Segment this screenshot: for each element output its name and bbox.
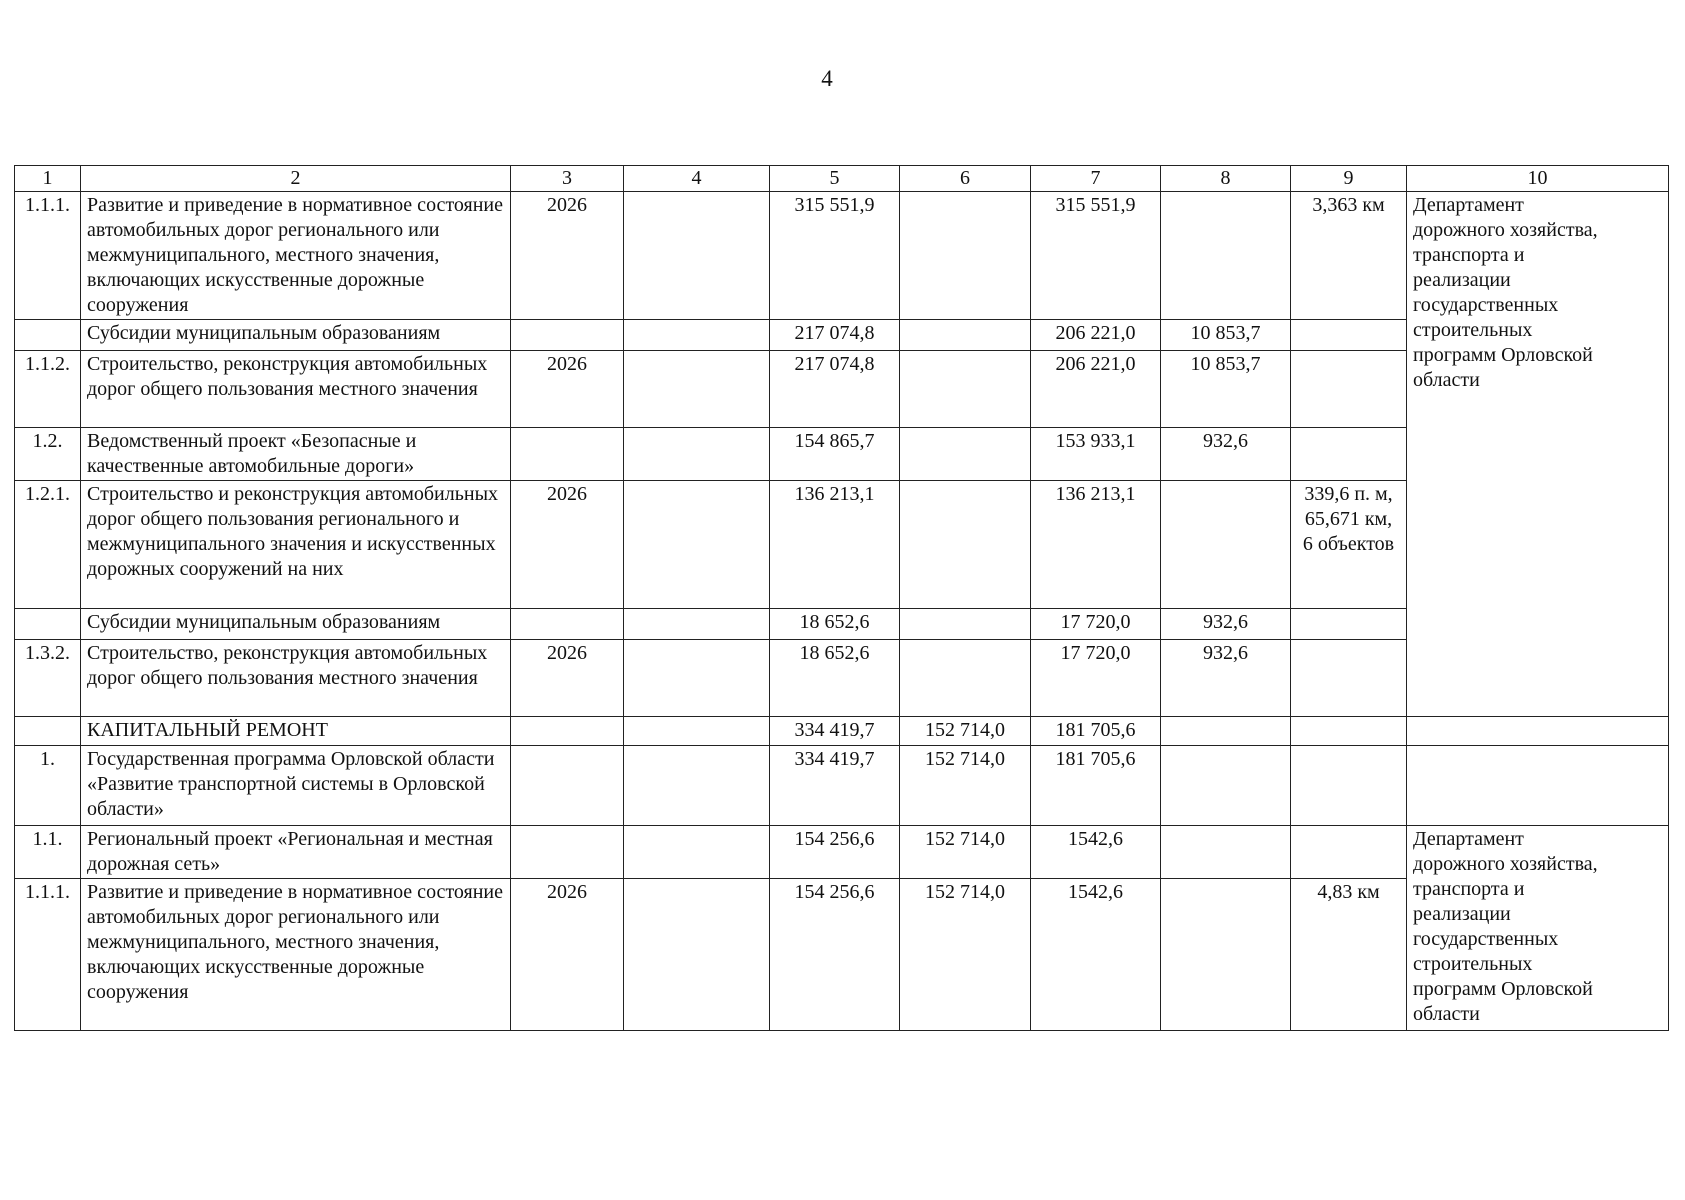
row-col8: 932,6 — [1161, 428, 1291, 481]
row-year: 2026 — [511, 481, 624, 609]
row-col8 — [1161, 481, 1291, 609]
row-name: Государственная программа Орловской области «Развитие транспортной системы в Орловской области» — [81, 746, 511, 826]
row-col8 — [1161, 192, 1291, 320]
row-col6 — [900, 192, 1031, 320]
column-header: 5 — [770, 166, 900, 192]
row-col5: 18 652,6 — [770, 640, 900, 717]
row-col6 — [900, 428, 1031, 481]
row-year — [511, 826, 624, 879]
row-name: Региональный проект «Региональная и местная дорожная сеть» — [81, 826, 511, 879]
row-year: 2026 — [511, 640, 624, 717]
row-col7: 181 705,6 — [1031, 717, 1161, 746]
row-col8: 10 853,7 — [1161, 320, 1291, 351]
column-header: 7 — [1031, 166, 1161, 192]
row-col8 — [1161, 717, 1291, 746]
row-col4 — [624, 717, 770, 746]
row-col10 — [1407, 717, 1669, 746]
row-number: 1.1.2. — [15, 351, 81, 428]
row-col7: 315 551,9 — [1031, 192, 1161, 320]
row-col9 — [1291, 320, 1407, 351]
row-name: Субсидии муниципальным образованиям — [81, 609, 511, 640]
row-col4 — [624, 826, 770, 879]
row-col8 — [1161, 746, 1291, 826]
row-col7: 17 720,0 — [1031, 609, 1161, 640]
column-header: 10 — [1407, 166, 1669, 192]
section-heading: КАПИТАЛЬНЫЙ РЕМОНТ — [81, 717, 511, 746]
row-col9 — [1291, 640, 1407, 717]
row-number: 1.2. — [15, 428, 81, 481]
row-name: Строительство и реконструкция автомобильных дорог общего пользования регионального и межмуниципального значения и искусственных дорожных сооружений на них — [81, 481, 511, 609]
row-year: 2026 — [511, 351, 624, 428]
table-row — [15, 826, 1669, 879]
row-col5: 217 074,8 — [770, 320, 900, 351]
table-row — [15, 746, 1669, 826]
row-col7: 136 213,1 — [1031, 481, 1161, 609]
row-col5: 154 256,6 — [770, 826, 900, 879]
row-col9 — [1291, 428, 1407, 481]
responsible-department: Департамент дорожного хозяйства, транспорта и реализации государственных строительных программ Орловской области — [1407, 192, 1669, 717]
row-col4 — [624, 879, 770, 1031]
row-name: Развитие и приведение в нормативное состояние автомобильных дорог регионального или межмуниципального, местного значения, включающих искусственные дорожные сооружения — [81, 879, 511, 1031]
column-header: 4 — [624, 166, 770, 192]
row-year — [511, 717, 624, 746]
column-header: 8 — [1161, 166, 1291, 192]
row-col5: 154 865,7 — [770, 428, 900, 481]
row-number: 1.3.2. — [15, 640, 81, 717]
row-col7: 206 221,0 — [1031, 351, 1161, 428]
row-col6 — [900, 351, 1031, 428]
row-col5: 334 419,7 — [770, 717, 900, 746]
row-col8: 932,6 — [1161, 640, 1291, 717]
column-header: 9 — [1291, 166, 1407, 192]
row-col6 — [900, 640, 1031, 717]
row-col6 — [900, 481, 1031, 609]
row-col7: 17 720,0 — [1031, 640, 1161, 717]
row-name: Развитие и приведение в нормативное состояние автомобильных дорог регионального или межмуниципального, местного значения, включающих искусственные дорожные сооружения — [81, 192, 511, 320]
row-col7: 181 705,6 — [1031, 746, 1161, 826]
row-col4 — [624, 428, 770, 481]
row-col9 — [1291, 746, 1407, 826]
row-col6: 152 714,0 — [900, 746, 1031, 826]
column-header: 3 — [511, 166, 624, 192]
row-col9: 4,83 км — [1291, 879, 1407, 1031]
row-year — [511, 746, 624, 826]
row-number: 1.1.1. — [15, 192, 81, 320]
row-number: 1. — [15, 746, 81, 826]
row-col8: 932,6 — [1161, 609, 1291, 640]
row-col5: 18 652,6 — [770, 609, 900, 640]
row-name: Строительство, реконструкция автомобильных дорог общего пользования местного значения — [81, 640, 511, 717]
row-col4 — [624, 320, 770, 351]
row-col4 — [624, 640, 770, 717]
table-row — [15, 192, 1669, 320]
row-col9 — [1291, 826, 1407, 879]
row-number: 1.1. — [15, 826, 81, 879]
table-row — [15, 717, 1669, 746]
row-number — [15, 717, 81, 746]
row-year — [511, 609, 624, 640]
row-col9 — [1291, 609, 1407, 640]
row-col6 — [900, 320, 1031, 351]
row-col5: 217 074,8 — [770, 351, 900, 428]
row-year — [511, 320, 624, 351]
row-col5: 334 419,7 — [770, 746, 900, 826]
row-number — [15, 320, 81, 351]
row-col8 — [1161, 879, 1291, 1031]
row-name: Строительство, реконструкция автомобильных дорог общего пользования местного значения — [81, 351, 511, 428]
responsible-department: Департамент дорожного хозяйства, транспорта и реализации государственных строительных программ Орловской области — [1407, 826, 1669, 1031]
row-number — [15, 609, 81, 640]
row-col4 — [624, 481, 770, 609]
row-col4 — [624, 609, 770, 640]
row-col5: 136 213,1 — [770, 481, 900, 609]
row-col9 — [1291, 351, 1407, 428]
row-col5: 315 551,9 — [770, 192, 900, 320]
row-number: 1.2.1. — [15, 481, 81, 609]
row-number: 1.1.1. — [15, 879, 81, 1031]
row-col9: 339,6 п. м, 65,671 км, 6 объектов — [1291, 481, 1407, 609]
column-header: 1 — [15, 166, 81, 192]
column-number-row — [15, 166, 1669, 192]
row-col5: 154 256,6 — [770, 879, 900, 1031]
row-col10 — [1407, 746, 1669, 826]
row-col8 — [1161, 826, 1291, 879]
row-year: 2026 — [511, 192, 624, 320]
row-col8: 10 853,7 — [1161, 351, 1291, 428]
row-col9: 3,363 км — [1291, 192, 1407, 320]
row-col4 — [624, 746, 770, 826]
row-col9 — [1291, 717, 1407, 746]
row-name: Ведомственный проект «Безопасные и качественные автомобильные дороги» — [81, 428, 511, 481]
row-col6: 152 714,0 — [900, 717, 1031, 746]
page-number: 4 — [821, 66, 833, 91]
row-year: 2026 — [511, 879, 624, 1031]
program-table — [14, 165, 1669, 1031]
row-col6: 152 714,0 — [900, 879, 1031, 1031]
row-col6: 152 714,0 — [900, 826, 1031, 879]
column-header: 2 — [81, 166, 511, 192]
row-col4 — [624, 351, 770, 428]
row-col7: 1542,6 — [1031, 879, 1161, 1031]
row-col6 — [900, 609, 1031, 640]
column-header: 6 — [900, 166, 1031, 192]
row-col7: 206 221,0 — [1031, 320, 1161, 351]
row-year — [511, 428, 624, 481]
row-name: Субсидии муниципальным образованиям — [81, 320, 511, 351]
row-col4 — [624, 192, 770, 320]
row-col7: 153 933,1 — [1031, 428, 1161, 481]
row-col7: 1542,6 — [1031, 826, 1161, 879]
